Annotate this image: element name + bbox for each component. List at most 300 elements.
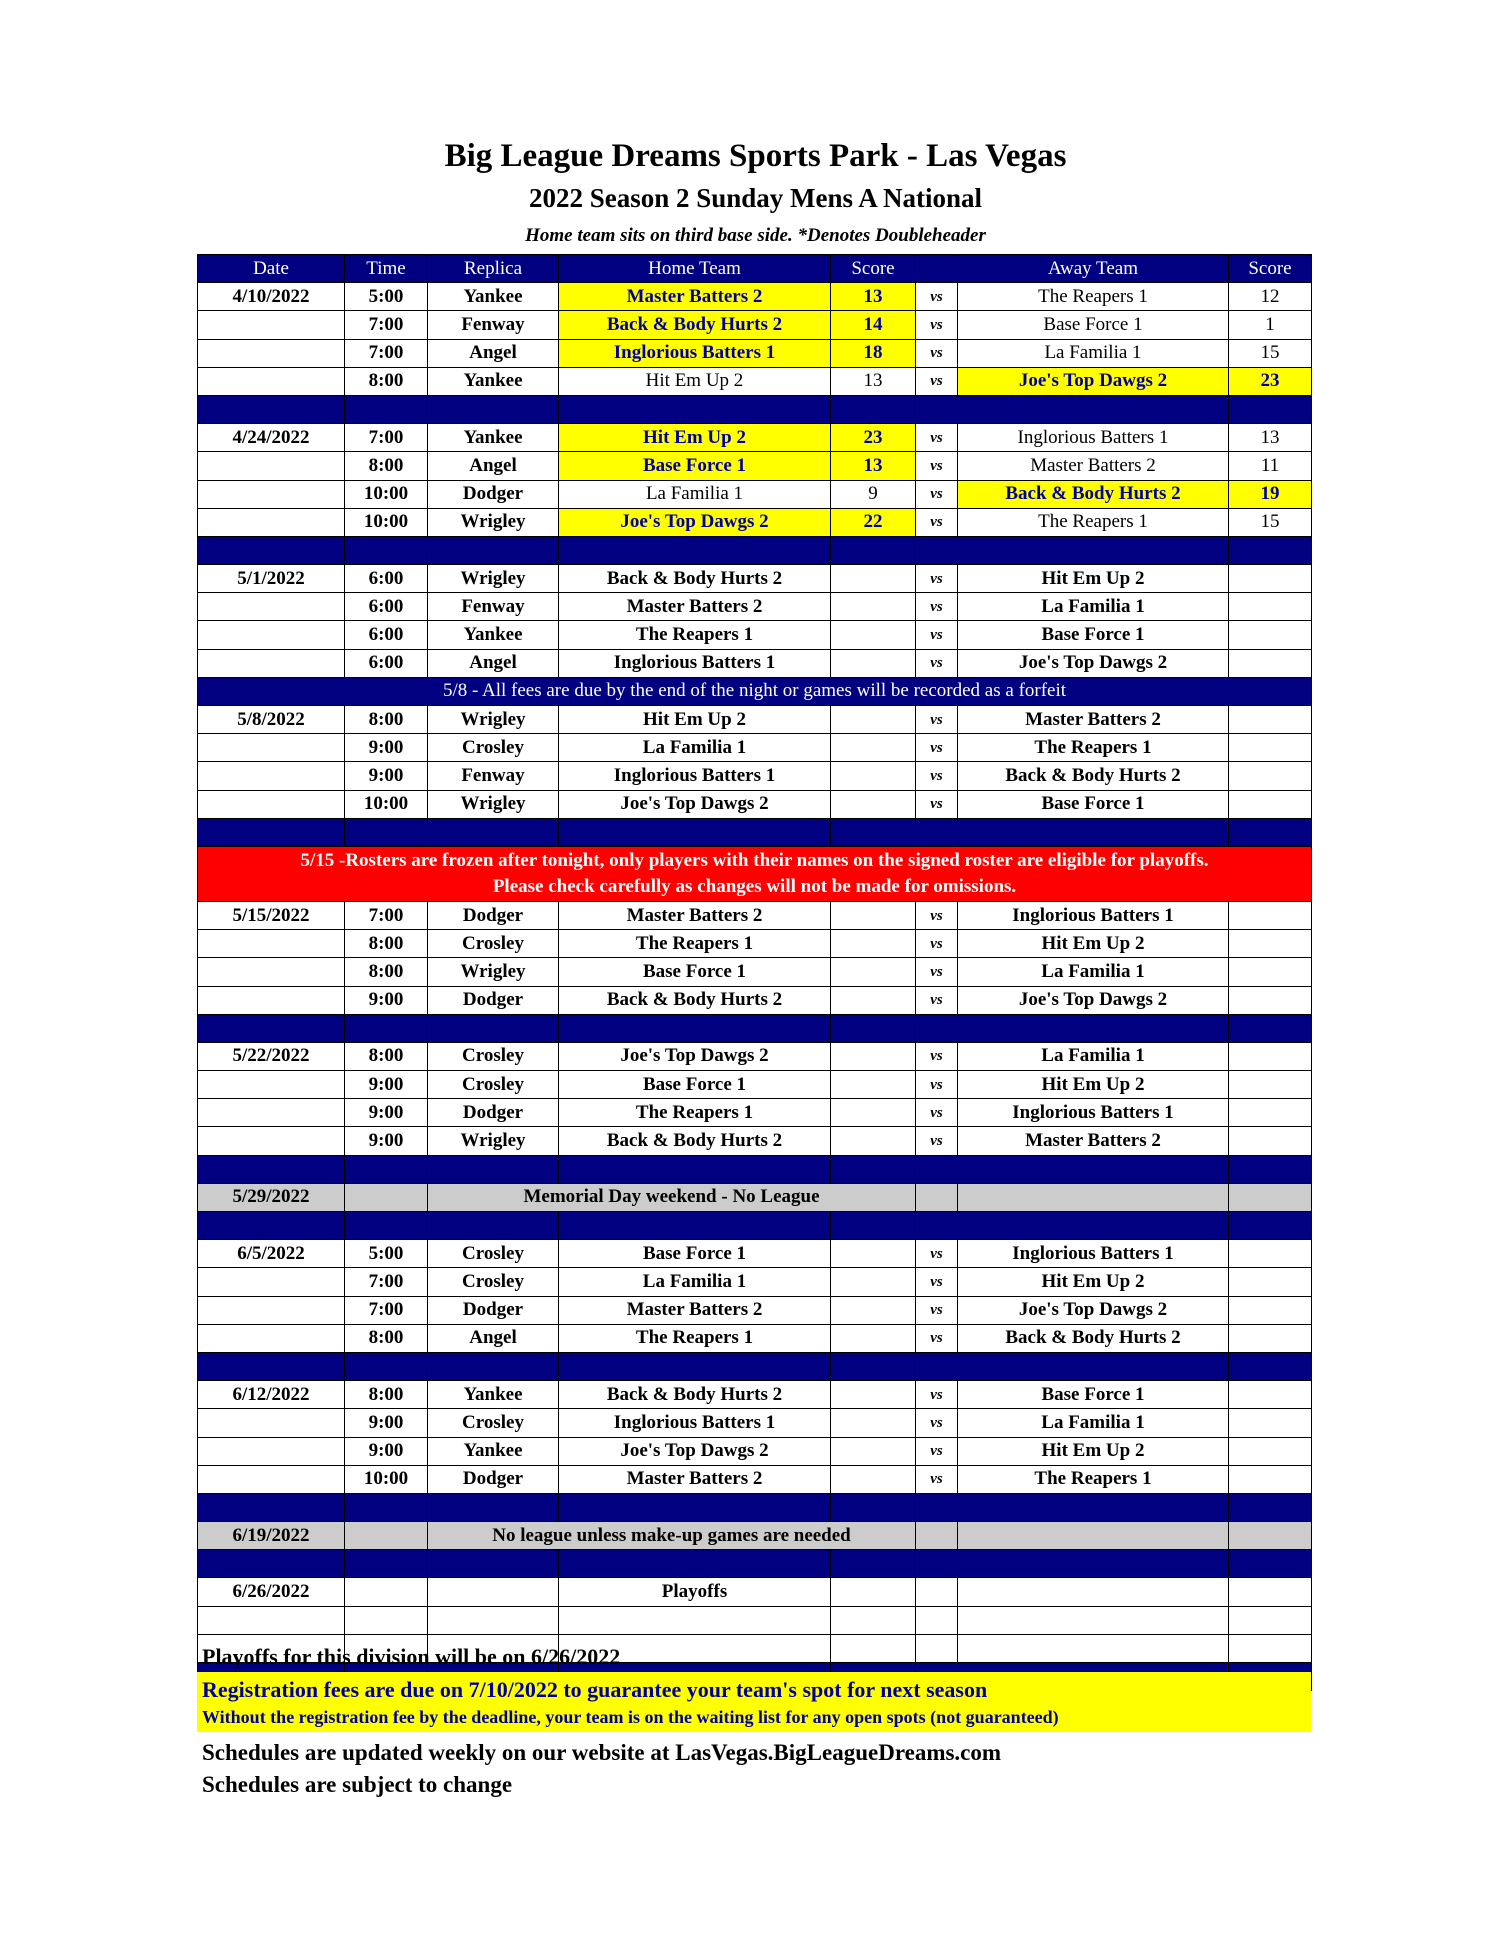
home-team: Base Force 1 [559,452,831,480]
game-date [198,1409,345,1437]
home-team: Hit Em Up 2 [559,706,831,734]
separator-cell [916,1493,958,1521]
game-row [198,1071,1312,1099]
home-team: Back & Body Hurts 2 [559,311,831,339]
vs-label: vs [916,1240,958,1268]
home-score [831,986,916,1014]
col-away-score-header: Score [1229,255,1312,283]
game-date [198,480,345,508]
home-score [831,958,916,986]
separator-cell [831,1155,916,1183]
vs-label: vs [916,1296,958,1324]
separator-cell [345,818,428,846]
away-team: Joe's Top Dawgs 2 [958,649,1229,677]
vs-label: vs [916,1042,958,1070]
game-row [198,1324,1312,1352]
separator-cell [345,536,428,564]
vs-label: vs [916,1409,958,1437]
game-row [198,1042,1312,1070]
registration-note: Registration fees are due on 7/10/2022 to guarantee your team's spot for next season [202,1677,988,1702]
separator-cell [559,536,831,564]
vs-label: vs [916,790,958,818]
game-time: 9:00 [345,1127,428,1155]
separator-cell [428,1014,559,1042]
separator-cell [1229,1493,1312,1521]
away-team: Inglorious Batters 1 [958,424,1229,452]
roster-notice-row [198,846,1312,901]
game-row [198,706,1312,734]
separator-cell [958,818,1229,846]
game-row [198,424,1312,452]
separator-row [198,1014,1312,1042]
game-time: 8:00 [345,367,428,395]
home-score [831,930,916,958]
separator-cell [916,1550,958,1578]
separator-row [198,1212,1312,1240]
game-row [198,1296,1312,1324]
separator-cell [1229,1212,1312,1240]
vs-label: vs [916,1268,958,1296]
vs-label: vs [916,930,958,958]
empty-cell [1229,1634,1312,1662]
game-date: 4/24/2022 [198,424,345,452]
game-date [198,1296,345,1324]
game-date: 5/29/2022 [198,1183,345,1211]
waitlist-note: Without the registration fee by the deadline, your team is on the waiting list for any open spots (not guaranteed) [202,1707,1059,1727]
home-team: Joe's Top Dawgs 2 [559,1437,831,1465]
game-date [198,339,345,367]
separator-cell [198,818,345,846]
separator-cell [428,395,559,423]
empty-cell [428,1606,559,1634]
away-score [1229,958,1312,986]
home-team: Joe's Top Dawgs 2 [559,790,831,818]
separator-cell [831,1212,916,1240]
separator-cell [559,395,831,423]
separator-cell [428,1493,559,1521]
home-team: La Familia 1 [559,480,831,508]
separator-cell [1229,1352,1312,1380]
game-row [198,339,1312,367]
field-name: Yankee [428,424,559,452]
game-row [198,958,1312,986]
empty-cell [916,1522,958,1550]
away-team: Hit Em Up 2 [958,1437,1229,1465]
field-name: Dodger [428,1465,559,1493]
game-time: 8:00 [345,958,428,986]
home-score [831,593,916,621]
field-name: Crosley [428,1268,559,1296]
home-score [831,790,916,818]
vs-label: vs [916,1381,958,1409]
away-score [1229,734,1312,762]
separator-cell [916,1014,958,1042]
field-name: Wrigley [428,508,559,536]
game-row [198,762,1312,790]
home-score: 13 [831,452,916,480]
playoffs-label: Playoffs [559,1578,831,1606]
separator-cell [559,1155,831,1183]
field-name: Yankee [428,621,559,649]
home-score [831,1071,916,1099]
separator-cell [1229,536,1312,564]
game-row [198,986,1312,1014]
game-time: 9:00 [345,1071,428,1099]
game-row [198,1381,1312,1409]
separator-cell [345,395,428,423]
away-score: 15 [1229,508,1312,536]
game-row [198,901,1312,929]
game-time: 9:00 [345,1099,428,1127]
home-score [831,1465,916,1493]
home-team: Back & Body Hurts 2 [559,1381,831,1409]
away-team: Hit Em Up 2 [958,930,1229,958]
away-score [1229,1296,1312,1324]
game-time: 8:00 [345,1381,428,1409]
separator-cell [916,1352,958,1380]
away-team: Master Batters 2 [958,706,1229,734]
empty-cell [916,1578,958,1606]
page-title: Big League Dreams Sports Park - Las Vegas [444,138,1067,174]
off-week-row [198,1522,1312,1550]
game-time: 8:00 [345,706,428,734]
home-team: Master Batters 2 [559,1296,831,1324]
game-date: 6/5/2022 [198,1240,345,1268]
away-score: 11 [1229,452,1312,480]
vs-label: vs [916,621,958,649]
away-score [1229,1099,1312,1127]
separator-cell [428,1352,559,1380]
separator-cell [916,1155,958,1183]
schedule-table [197,254,1312,1691]
home-score [831,706,916,734]
separator-cell [428,1550,559,1578]
field-name: Wrigley [428,790,559,818]
vs-label: vs [916,311,958,339]
separator-cell [198,395,345,423]
away-team: Hit Em Up 2 [958,1071,1229,1099]
home-score [831,1381,916,1409]
schedule-body [198,283,1312,1691]
field-name: Dodger [428,1099,559,1127]
game-date: 5/22/2022 [198,1042,345,1070]
field-name: Fenway [428,593,559,621]
separator-cell [958,1155,1229,1183]
separator-row [198,1155,1312,1183]
game-time: 10:00 [345,508,428,536]
separator-row [198,395,1312,423]
separator-cell [559,1352,831,1380]
field-name: Yankee [428,283,559,311]
empty-cell [916,1606,958,1634]
vs-label: vs [916,1324,958,1352]
field-name: Angel [428,339,559,367]
field-name: Wrigley [428,565,559,593]
game-time: 7:00 [345,901,428,929]
home-score: 9 [831,480,916,508]
vs-label: vs [916,508,958,536]
vs-label: vs [916,1127,958,1155]
empty-cell [958,1606,1229,1634]
away-team: Base Force 1 [958,621,1229,649]
separator-cell [1229,818,1312,846]
away-score: 1 [1229,311,1312,339]
col-time-header: Time [345,255,428,283]
home-team: Hit Em Up 2 [559,367,831,395]
away-score [1229,986,1312,1014]
game-date [198,1127,345,1155]
game-date [198,367,345,395]
playoffs-note: Playoffs for this division will be on 6/26/2022 [202,1644,621,1669]
separator-cell [198,1352,345,1380]
away-team: Joe's Top Dawgs 2 [958,1296,1229,1324]
away-team: La Familia 1 [958,1042,1229,1070]
away-score [1229,930,1312,958]
separator-cell [916,1212,958,1240]
vs-label: vs [916,339,958,367]
away-score [1229,1042,1312,1070]
separator-cell [958,1493,1229,1521]
away-team: The Reapers 1 [958,283,1229,311]
roster-notice-line1: 5/15 -Rosters are frozen after tonight, only players with their names on the signed roster are eligible for playoffs. [300,849,1209,871]
game-row [198,311,1312,339]
vs-label: vs [916,1437,958,1465]
game-time: 5:00 [345,283,428,311]
home-team: The Reapers 1 [559,1324,831,1352]
game-time: 7:00 [345,339,428,367]
separator-cell [916,536,958,564]
empty-cell [1229,1183,1312,1211]
separator-cell [958,1352,1229,1380]
game-time: 7:00 [345,424,428,452]
home-score [831,762,916,790]
away-score [1229,1324,1312,1352]
game-date [198,1465,345,1493]
separator-row [198,818,1312,846]
separator-cell [345,1352,428,1380]
away-score [1229,1240,1312,1268]
separator-row [198,1550,1312,1578]
game-time: 7:00 [345,311,428,339]
separator-cell [198,536,345,564]
fees-notice: 5/8 - All fees are due by the end of the night or games will be recorded as a forfeit [198,677,1312,705]
separator-cell [428,818,559,846]
col-away-team-header: Away Team [958,255,1229,283]
game-row [198,1465,1312,1493]
empty-cell [1229,1606,1312,1634]
empty-cell [345,1578,428,1606]
separator-cell [559,1550,831,1578]
away-score: 23 [1229,367,1312,395]
field-name: Dodger [428,480,559,508]
separator-cell [916,395,958,423]
home-team: Base Force 1 [559,958,831,986]
home-score [831,621,916,649]
home-score [831,1240,916,1268]
col-vs-header [916,255,958,283]
empty-cell [1229,1578,1312,1606]
game-time: 8:00 [345,452,428,480]
game-row [198,508,1312,536]
field-name: Angel [428,452,559,480]
away-team: Base Force 1 [958,790,1229,818]
away-team: La Familia 1 [958,593,1229,621]
home-team: Master Batters 2 [559,283,831,311]
home-team: The Reapers 1 [559,1099,831,1127]
away-team: Joe's Top Dawgs 2 [958,986,1229,1014]
game-time: 8:00 [345,1042,428,1070]
subject-to-change-note: Schedules are subject to change [202,1772,513,1797]
away-score [1229,1465,1312,1493]
away-team: La Familia 1 [958,339,1229,367]
field-name: Fenway [428,311,559,339]
game-date [198,762,345,790]
separator-cell [345,1493,428,1521]
field-name: Crosley [428,1042,559,1070]
empty-cell [916,1634,958,1662]
game-time: 10:00 [345,1465,428,1493]
game-time: 9:00 [345,1437,428,1465]
game-row [198,480,1312,508]
home-score [831,1268,916,1296]
off-week-message: Memorial Day weekend - No League [428,1183,916,1211]
game-time: 7:00 [345,1268,428,1296]
game-date [198,649,345,677]
game-time: 9:00 [345,986,428,1014]
away-team: Inglorious Batters 1 [958,901,1229,929]
vs-label: vs [916,283,958,311]
field-name: Yankee [428,1437,559,1465]
separator-row [198,1352,1312,1380]
home-team: Inglorious Batters 1 [559,649,831,677]
home-score [831,1042,916,1070]
away-team: Back & Body Hurts 2 [958,762,1229,790]
game-date [198,508,345,536]
separator-row [198,536,1312,564]
home-team: Back & Body Hurts 2 [559,565,831,593]
home-team: Master Batters 2 [559,593,831,621]
field-name: Yankee [428,367,559,395]
separator-cell [345,1155,428,1183]
vs-label: vs [916,480,958,508]
game-row [198,790,1312,818]
empty-cell [198,1606,345,1634]
home-score: 14 [831,311,916,339]
away-score: 15 [1229,339,1312,367]
game-date [198,734,345,762]
empty-row [198,1606,1312,1634]
separator-cell [831,536,916,564]
away-team: Back & Body Hurts 2 [958,1324,1229,1352]
empty-cell [559,1606,831,1634]
separator-cell [198,1155,345,1183]
game-time: 6:00 [345,565,428,593]
home-team: Inglorious Batters 1 [559,339,831,367]
game-time: 7:00 [345,1296,428,1324]
game-date [198,621,345,649]
separator-cell [831,818,916,846]
vs-label: vs [916,734,958,762]
separator-cell [198,1212,345,1240]
vs-label: vs [916,1465,958,1493]
vs-label: vs [916,762,958,790]
game-date: 5/1/2022 [198,565,345,593]
away-team: Joe's Top Dawgs 2 [958,367,1229,395]
game-row [198,593,1312,621]
away-score [1229,1381,1312,1409]
game-time: 9:00 [345,734,428,762]
separator-cell [198,1014,345,1042]
empty-cell [958,1183,1229,1211]
game-time: 5:00 [345,1240,428,1268]
separator-cell [1229,1155,1312,1183]
away-team: Base Force 1 [958,1381,1229,1409]
game-time: 6:00 [345,621,428,649]
game-row [198,1099,1312,1127]
away-score [1229,1268,1312,1296]
game-row [198,1240,1312,1268]
away-team: Inglorious Batters 1 [958,1240,1229,1268]
game-date [198,1268,345,1296]
home-score: 23 [831,424,916,452]
game-date [198,1099,345,1127]
home-score [831,1437,916,1465]
game-date: 6/12/2022 [198,1381,345,1409]
vs-label: vs [916,452,958,480]
header-row [198,255,1312,283]
game-row [198,621,1312,649]
vs-label: vs [916,986,958,1014]
vs-label: vs [916,1099,958,1127]
vs-label: vs [916,958,958,986]
away-score [1229,1071,1312,1099]
separator-cell [958,536,1229,564]
home-team: Inglorious Batters 1 [559,1409,831,1437]
game-time: 8:00 [345,1324,428,1352]
empty-cell [831,1606,916,1634]
game-row [198,1437,1312,1465]
game-date [198,1324,345,1352]
field-name: Crosley [428,1240,559,1268]
game-time: 8:00 [345,930,428,958]
empty-cell [1229,1522,1312,1550]
game-row [198,734,1312,762]
game-row [198,1409,1312,1437]
home-team: The Reapers 1 [559,930,831,958]
separator-cell [1229,1550,1312,1578]
away-score [1229,649,1312,677]
notice-row [198,677,1312,705]
away-score [1229,565,1312,593]
empty-cell [345,1606,428,1634]
empty-cell [345,1522,428,1550]
separator-cell [831,1352,916,1380]
game-date [198,1437,345,1465]
game-date: 6/19/2022 [198,1522,345,1550]
home-team: Base Force 1 [559,1240,831,1268]
vs-label: vs [916,1071,958,1099]
separator-cell [958,1014,1229,1042]
empty-cell [958,1578,1229,1606]
field-name: Dodger [428,901,559,929]
separator-cell [831,395,916,423]
field-name: Crosley [428,1071,559,1099]
away-team: The Reapers 1 [958,508,1229,536]
away-team: Hit Em Up 2 [958,565,1229,593]
home-score: 18 [831,339,916,367]
empty-cell [345,1183,428,1211]
empty-cell [831,1578,916,1606]
